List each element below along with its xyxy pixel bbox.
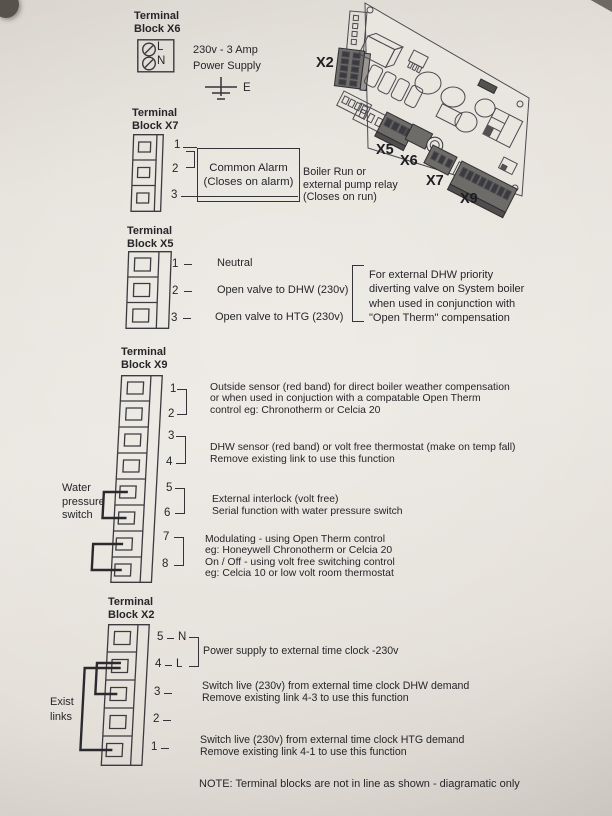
x2-pin-1: 1 (151, 741, 158, 753)
x2-pin-4: 4 (155, 658, 162, 670)
x9-group12-line2: or when used in conjuction with a compatable Open Therm (210, 393, 481, 405)
x7-pin-3: 3 (171, 189, 178, 201)
x2-label-l: L (176, 658, 183, 670)
earth-symbol-icon (204, 77, 244, 103)
x9-bracket-5-6 (175, 488, 185, 514)
x9-title-line2: Block X9 (121, 358, 168, 371)
x5-tick-1 (184, 264, 192, 265)
x2-tick-1 (161, 748, 169, 749)
x9-pin-2: 2 (168, 408, 175, 420)
x6-title-line1: Terminal (134, 10, 180, 22)
x5-note-line2: diverting valve on System boiler (369, 283, 525, 296)
x9-group56-line1: External interlock (volt free) (212, 494, 339, 505)
x9-pin-4: 4 (166, 456, 173, 468)
x5-label-3: Open valve to HTG (230v) (215, 311, 344, 323)
x2-title (108, 596, 154, 621)
x2-exist-line1: Exist (50, 696, 74, 708)
x5-pin-3: 3 (171, 312, 178, 324)
x9-wps-line2: pressure (62, 495, 105, 508)
x2-tick-2 (163, 720, 171, 721)
x2-pin-5: 5 (157, 631, 164, 643)
x6-title-line2: Block X6 (134, 22, 181, 35)
pcb-label-x9: X9 (460, 191, 478, 207)
x9-wps-line3: switch (62, 509, 93, 522)
x9-bracket-3-4 (176, 436, 186, 464)
pcb-label-x6: X6 (400, 153, 418, 169)
x5-pin-1: 1 (172, 258, 179, 270)
x9-group12-line3: control eg: Chronotherm or Celcia 20 (210, 404, 381, 416)
x7-title-line2: Block X7 (132, 119, 179, 132)
x9-group78-line4: eg: Celcia 10 or low volt room thermostat (205, 568, 394, 580)
x7-pin-1: 1 (174, 139, 181, 151)
pcb-component (347, 11, 367, 51)
x9-pin-3: 3 (168, 430, 175, 442)
x9-group34-line1: DHW sensor (red band) or volt free thermostat (make on temp fall) (210, 442, 516, 453)
pcb-terminal-strip (337, 91, 372, 119)
x9-pin-1: 1 (170, 383, 177, 395)
pcb-label-x5: X5 (376, 142, 394, 158)
x9-pin-8: 8 (162, 558, 169, 570)
x6-earth-label: E (243, 82, 251, 94)
x5-tick-2 (184, 291, 192, 292)
pcb-connector-x2 (334, 48, 371, 91)
x5-label-2: Open valve to DHW (230v) (217, 284, 349, 296)
x7-block-drawing (130, 134, 164, 212)
x6-terminal-n: N (157, 55, 166, 67)
x9-group78-line3: On / Off - using volt free switching control (205, 556, 395, 568)
x2-pin-3: 3 (154, 686, 161, 698)
x2-dhw-line1: Switch live (230v) from external time clock DHW demand (202, 680, 470, 692)
x7-pin-2: 2 (172, 163, 179, 175)
x9-group78-line1: Modulating - using Open Therm control (205, 534, 386, 545)
x7-title (132, 107, 178, 132)
x7-relay-line3: (Closes on run) (303, 191, 377, 204)
x2-bracket-n-l (189, 637, 199, 667)
x2-tick-3 (164, 693, 172, 694)
x9-wps-line1: Water (62, 482, 91, 494)
x6-block-drawing (137, 39, 175, 73)
x5-note-line1: For external DHW priority (369, 269, 494, 281)
x5-label-1: Neutral (217, 257, 253, 269)
x9-group56-line2: Serial function with water pressure switch (212, 505, 403, 517)
x2-exist-line2: links (50, 710, 73, 723)
x9-pin-6: 6 (164, 507, 171, 519)
x5-tick-3 (183, 318, 191, 319)
x9-pin-5: 5 (166, 482, 173, 494)
x5-note-line4: "Open Therm" compensation (369, 311, 510, 324)
x9-title-line1: Terminal (121, 346, 167, 358)
photo-corner-object (0, 0, 19, 18)
x7-relay-line1: Boiler Run or (303, 166, 367, 178)
x2-label-n: N (178, 631, 187, 643)
x9-group12-line1: Outside sensor (red band) for direct boiler weather compensation (210, 382, 510, 393)
x7-relay-line2: external pump relay (303, 178, 398, 191)
x6-terminal-l: L (157, 41, 164, 53)
x6-title (134, 10, 180, 35)
x7-alarm-line1: Common Alarm (209, 162, 288, 174)
x9-bracket-1-2 (177, 389, 187, 415)
x5-note-line3: when used in conjunction with (369, 297, 516, 310)
x9-group78-line2: eg: Honeywell Chronotherm or Celcia 20 (205, 545, 393, 557)
x6-desc-line2: Power Supply (193, 60, 261, 72)
x2-title-line1: Terminal (108, 596, 154, 608)
footnote: NOTE: Terminal blocks are not in line as shown - diagramatic only (199, 778, 520, 790)
x2-htg-line1: Switch live (230v) from external time clock HTG demand (200, 734, 465, 746)
x9-bracket-7-8 (174, 537, 184, 566)
x5-title (127, 225, 173, 250)
x6-desc-line1: 230v - 3 Amp (193, 44, 258, 56)
x5-note-bracket (352, 265, 364, 322)
x7-alarm-line2: (Closes on alarm) (203, 176, 294, 188)
x5-pin-2: 2 (172, 285, 179, 297)
x5-title-line2: Block X5 (127, 237, 174, 250)
x5-block-drawing (125, 251, 172, 329)
x7-alarm-box (197, 148, 300, 202)
x2-power-text: Power supply to external time clock -230v (203, 645, 399, 657)
x2-htg-line2: Remove existing link 4-1 to use this function (200, 746, 407, 759)
x2-block-drawing (75, 624, 152, 766)
x5-title-line1: Terminal (127, 225, 173, 237)
x7-title-line1: Terminal (132, 107, 178, 119)
x2-pin-2: 2 (153, 713, 160, 725)
x9-block-drawing (86, 375, 170, 585)
x2-dhw-line2: Remove existing link 4-3 to use this function (202, 692, 409, 705)
pcb-label-x7: X7 (426, 173, 444, 189)
x2-title-line2: Block X2 (108, 608, 155, 621)
x9-title (121, 346, 167, 371)
x9-group34-line2: Remove existing link to use this function (210, 453, 395, 465)
x2-tick-5 (167, 638, 174, 639)
x2-tick-4 (165, 665, 172, 666)
x7-pin1-line (183, 147, 197, 148)
pcb-label-x2: X2 (316, 55, 334, 71)
x7-bracket-1-2 (186, 151, 195, 168)
x9-pin-7: 7 (163, 531, 170, 543)
